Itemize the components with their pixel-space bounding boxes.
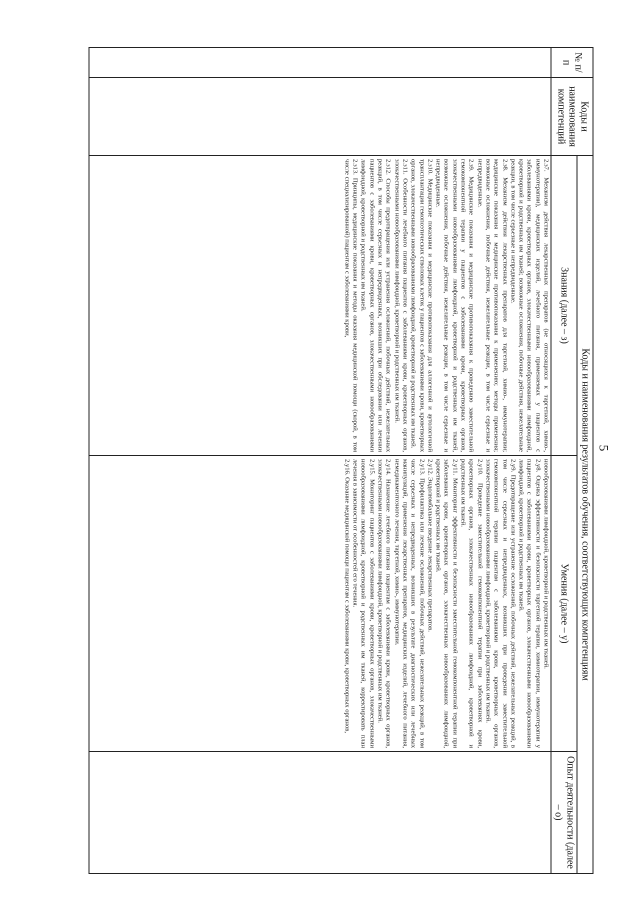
competency-table [89, 47, 594, 874]
table-row [89, 48, 551, 874]
knowledge-item: 2.з7. Механизм действия лекарственных препаратов (не относящихся к таргетной, химио-, иммунотерапии), медицинских изделий, лечебного питания, применяемых у пациентов с заболеваниями крови, кроветворных органов, злокачественными новообразованиями лимфоидной, кроветворной и родственных им тканей; возможные осложнения, побочные действия, нежелательные реакции, в том числе серьезные и непредвиденные. [509, 159, 550, 452]
competency-table-page [89, 47, 594, 873]
cell-competency-code [89, 78, 551, 156]
knowledge-item: 2.з13. Принципы, медицинские показания и методы оказания медицинской помощи (скорой, в том числе специализированной) пациентам с заболеваниями крови, [343, 159, 359, 452]
skill-item: 2.у14. Назначение лечебного питания пациентам с заболеваниями крови, кроветворных органов, злокачественными новообразованиями лимфоидной, кроветворной и родственных им тканей. [376, 459, 392, 748]
knowledge-item: 2.з11. Особенности лечебного питания пациентов с заболеваниями крови, кроветворных органов, злокачественными новообразованиями лимфоидной, кроветворной и родственных им тканей. [393, 159, 409, 452]
cell-skills [89, 456, 551, 752]
skill-item: новообразованиями лимфоидной, кроветворной и родственных им тканей. [542, 459, 550, 669]
skill-item: 2.у10. Проведение заместительной гемокомпонентной терапии при заболеваниях крови, кроветворных органов, злокачественных новообразованиях лимфоидной, кроветворной и родственных им тканей. [459, 459, 484, 748]
header-results-group: Коды и наименования результатов обучения, соответствующих компетенциям [577, 156, 593, 874]
header-competency-codes: Коды и наименования компетенций [551, 78, 593, 156]
skill-item: 2.у13. Профилактика или лечение осложнений, побочных действий, нежелательных реакций, в том числе серьезных и непредвиденных, возникших в результате диагностических или лечебных манипуляций, применения лекарственных препаратов, медицинских изделий, лечебного питания, немедикаментозного лечения, таргетной, химио-, иммунотерапии. [393, 459, 426, 748]
cell-knowledge [89, 156, 551, 456]
skill-item: 2.у15. Мониторинг пациентов с заболеваниями крови, кроветворных органов, злокачественными новообразованиями лимфоидной, кроветворной и родственных им тканей, корректировать план лечения в зависимости от особенностей его течения. [351, 459, 376, 748]
skill-item: 2.у12. Эндолюмбальное введение лекарственных препаратов. [426, 459, 434, 632]
knowledge-item: 2.з8. Механизм действия лекарственных препаратов для таргетной, химио-, иммунотерапии; медицинские показания и медицинские противопоказания к применению; методы применения; возможные осложнения, побочные действия, нежелательные реакции, в том числе серьезные и непредвиденные. [476, 159, 509, 452]
header-skills: Умения (далее – у) [551, 456, 577, 752]
skill-item: 2.у16. Оказание медицинской помощи пациентам с заболеваниями крови, кроветворных органов, [343, 459, 351, 734]
cell-number [89, 48, 551, 78]
skill-item: 2.у8. Оценка эффективности и безопасности таргетной терапии, химиотерапии, иммунотерапии у пациентов с заболеваниями крови, кроветворных органов, злокачественными новообразованиями лимфоидной, кроветворной и родственных им тканей. [517, 459, 542, 748]
header-experience: Опыт деятельности (далее – о) [551, 752, 577, 874]
knowledge-item: 2.з12. Способы предотвращения или устранения осложнений, побочных действий, нежелательных реакций, в том числе серьезных и непредвиденных, возникших при обследовании или лечении пациентов с заболеваниями крови, кроветворных органов, злокачественными новообразованиями лимфоидной, кроветворной и родственных им тканей. [359, 159, 392, 452]
skill-item: 2.у11. Мониторинг эффективности и безопасности заместительной гемокомпонентной терапии при заболеваниях крови, кроветворных органов, злокачественных новообразованиях лимфоидной, кроветворной и родственных им тканей. [434, 459, 459, 748]
header-knowledge: Знания (далее – з) [551, 156, 577, 456]
page-number: 5 [596, 444, 612, 452]
header-number: № п/п [551, 48, 593, 78]
knowledge-item: 2.з10. Медицинские показания и медицинские противопоказания для аллогенной и аутологичной трансплантации гемопоэтических стволовых клеток у пациентов с заболеваниями крови, кроветворных органов, злокачественными новообразованиями лимфоидной, кроветворной и родственных им тканей. [409, 159, 434, 452]
cell-experience [89, 752, 551, 874]
knowledge-item: 2.з9. Медицинские показания и медицинские противопоказания к проведению заместительной гемокомпонентной терапии у пациентов с заболеваниями крови, кроветворных органов, злокачественными новообразованиями лимфоидной, кроветворной и родственных им тканей, возможные осложнения, побочные действия, нежелательные реакции, в том числе серьезные и непредвиденные. [434, 159, 475, 452]
skill-item: 2.у9. Предотвращение или устранение осложнений, побочных действий, нежелательных реакций, в том числе серьезных и непредвиденных, возникших при проведении заместительной гемокомпонентной терапии пациентам с заболеваниями крови, кроветворных органов, злокачественными новообразованиями лимфоидной, кроветворной и родственных им тканей. [484, 459, 517, 748]
